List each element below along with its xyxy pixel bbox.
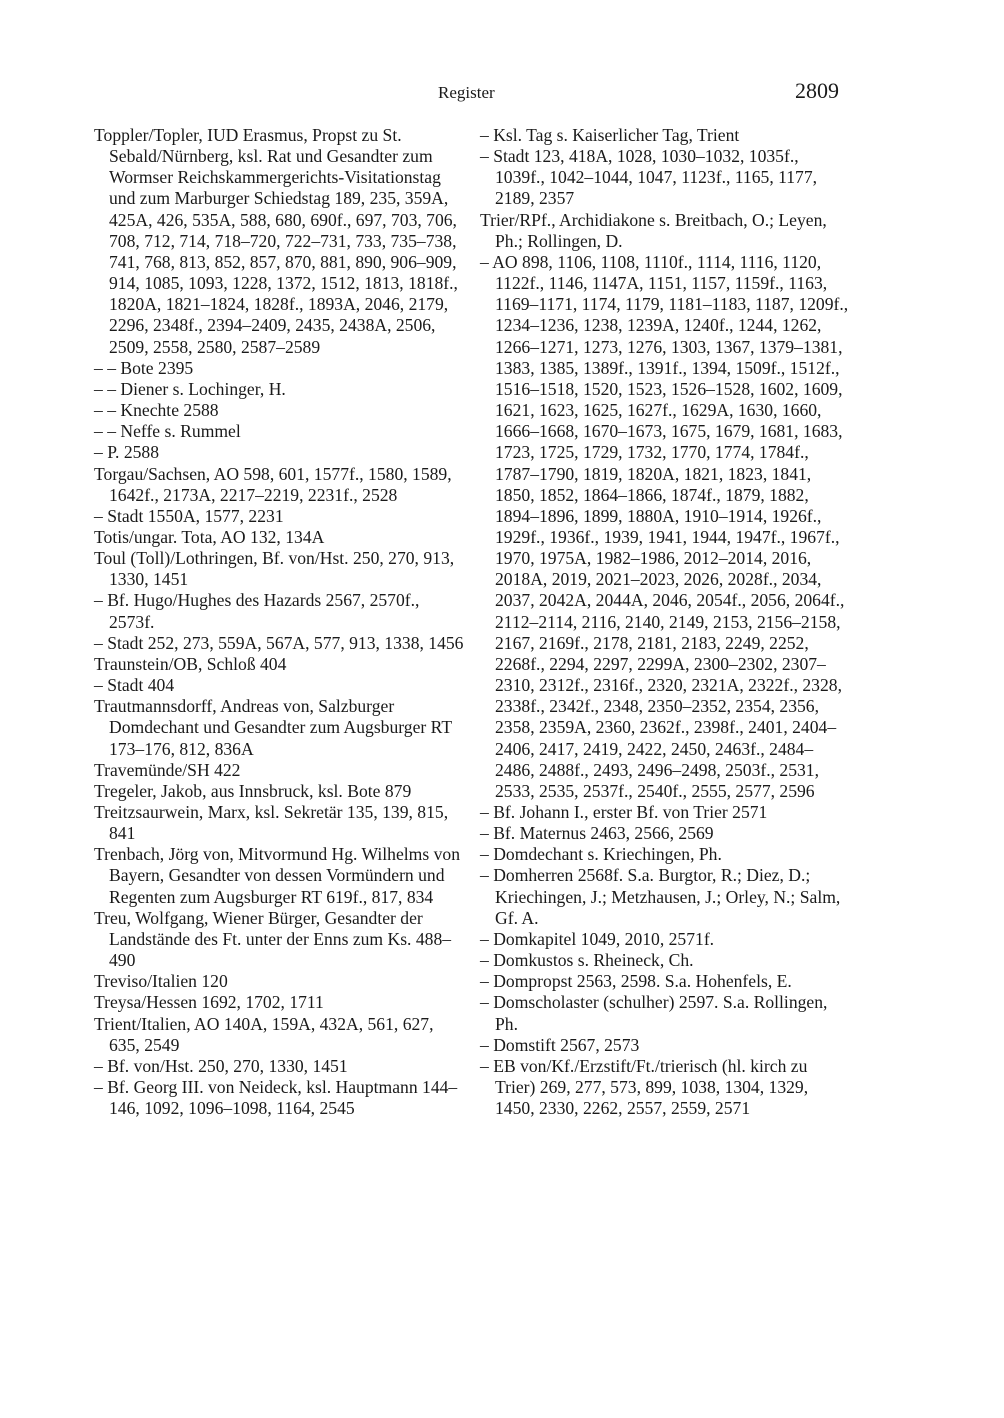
index-entry: – – Knechte 2588 [94,400,219,421]
page-number: 2809 [795,78,839,103]
index-entry: – Dompropst 2563, 2598. S.a. Hohenfels, E. [480,971,792,992]
index-entry: – Bf. Johann I., erster Bf. von Trier 2571 [480,802,768,822]
index-entry: Toppler/Topler, IUD Erasmus, Propst zu St. Sebald/Nürnberg, ksl. Rat und Gesandter zum Wormser Reichskammergerichts-Visitationstag und zum Marburger Schiedstag 189, 235, 359A, 425A, 426, 535A, 588, 680, 690f., 697, 703, 706, 708, 712, 714, 718–720, 722–731, 733, 735–738, 741, 768, 813, 852, 857, 870, 881, 890, 906–909, 914, 1085, 1093, 1228, 1372, 1512, 1813, 1818f., 1820A, 1821–1824, 1828f., 1893A, 2046, 2179, 2296, 2348f., 2394–2409, 2435, 2438A, 2506, 2509, 2558, 2580, 2587–2589 [94,125,458,357]
index-entry: Toul (Toll)/Lothringen, Bf. von/Hst. 250, 270, 913, 1330, 1451 [94,548,455,590]
index-entry: – Ksl. Tag s. Kaiserlicher Tag, Trient [480,125,740,145]
index-entry: Tregeler, Jakob, aus Innsbruck, ksl. Bote 879 [94,780,412,801]
index-entry: Treitzsaurwein, Marx, ksl. Sekretär 135, 139, 815, 841 [94,802,449,844]
index-column-right [480,125,850,1119]
index-entry: Traunstein/OB, Schloß 404 [94,653,287,674]
index-entry: Trenbach, Jörg von, Mitvormund Hg. Wilhelms von Bayern, Gesandter von dessen Vormündern und Regenten zum Augsburger RT 619f., 817, 834 [94,844,460,907]
index-entry: – – Neffe s. Rummel [94,421,241,442]
index-entry: Trautmannsdorff, Andreas von, Salzburger Domdechant und Gesandter zum Augsburger RT 173–176, 812, 836A [94,696,452,759]
index-entry: – EB von/Kf./Erzstift/Ft./trierisch (hl. kirch zu Trier) 269, 277, 573, 899, 1038, 1304, 1329, 1450, 2330, 2262, 2557, 2559, 2571 [480,1055,809,1119]
index-entry: – Bf. Maternus 2463, 2566, 2569 [480,823,714,844]
index-entry: – Domdechant s. Kriechingen, Ph. [480,844,722,865]
index-entry: Totis/ungar. Tota, AO 132, 134A [94,526,325,547]
index-entry: – Stadt 123, 418A, 1028, 1030–1032, 1035f., 1039f., 1042–1044, 1047, 1123f., 1165, 1177, 2189, 2357 [480,146,818,209]
index-entry: Torgau/Sachsen, AO 598, 601, 1577f., 1580, 1589, 1642f., 2173A, 2217–2219, 2231f., 2528 [94,463,452,505]
index-column-left [94,125,464,1119]
index-entry: – Domstift 2567, 2573 [480,1034,640,1055]
index-entry: – Bf. Georg III. von Neideck, ksl. Hauptmann 144–146, 1092, 1096–1098, 1164, 2545 [94,1077,458,1119]
index-entry: – P. 2588 [94,442,160,463]
index-entry: – Stadt 252, 273, 559A, 567A, 577, 913, 1338, 1456 [94,632,464,653]
index-entry: Treu, Wolfgang, Wiener Bürger, Gesandter der Landstände des Ft. unter der Enns zum Ks. 488–490 [94,907,452,971]
index-entry: – Stadt 1550A, 1577, 2231 [94,505,284,526]
index-entry: – Domherren 2568f. S.a. Burgtor, R.; Diez, D.; Kriechingen, J.; Metzhausen, J.; Orley, N.; Salm, Gf. A. [480,865,841,928]
index-entry: Trient/Italien, AO 140A, 159A, 432A, 561, 627, 635, 2549 [94,1013,434,1055]
index-entry: – – Bote 2395 [94,357,194,378]
index-entry: Treviso/Italien 120 [94,971,228,992]
index-entry: – Bf. Hugo/Hughes des Hazards 2567, 2570f., 2573f. [94,590,420,632]
index-entry: – Stadt 404 [94,675,175,696]
index-entry: – – Diener s. Lochinger, H. [94,378,286,399]
index-entry: Treysa/Hessen 1692, 1702, 1711 [94,992,324,1013]
index-entry: – Domscholaster (schulher) 2597. S.a. Rollingen, Ph. [480,992,828,1034]
index-entry: – AO 898, 1106, 1108, 1110f., 1114, 1116, 1120, 1122f., 1146, 1147A, 1151, 1157, 1159f., 1163, 1169–1171, 1174, 1179, 1181–1183, 1187, 1209f., 1234–1236, 1238, 1239A, 1240f., 1244, 1262, 1266–1271, 1273, 1276, 1303, 1367, 1379–1381, 1383, 1385, 1389f., 1391f., 1394, 1509f., 1512f., 1516–1518, 1520, 1523, 1526–1528, 1602, 1609, 1621, 1623, 1625, 1627f., 1629A, 1630, 1660, 1666–1668, 1670–1673, 1675, 1679, 1681, 1683, 1723, 1725, 1729, 1732, 1770, 1774, 1784f., 1787–1790, 1819, 1820A, 1821, 1823, 1841, 1850, 1852, 1864–1866, 1874f., 1879, 1882, 1894–1896, 1899, 1880A, 1910–1914, 1926f., 1929f., 1936f., 1939, 1941, 1944, 1947f., 1967f., 1970, 1975A, 1982–1986, 2012–2014, 2016, 2018A, 2019, 2021–2023, 2026, 2028f., 2034, 2037, 2042A, 2044A, 2046, 2054f., 2056, 2064f., 2112–2114, 2116, 2140, 2149, 2153, 2156–2158, 2167, 2169f., 2178, 2181, 2183, 2249, 2252, 2268f., 2294, 2297, 2299A, 2300–2302, 2307–2310, 2312f., 2316f., 2320, 2321A, 2322f., 2328, 2338f., 2342f., 2348, 2350–2352, 2354, 2356, 2358, 2359A, 2360, 2362f., 2398f., 2401, 2404–2406, 2417, 2419, 2422, 2450, 2463f., 2484–2486, 2488f., 2493, 2496–2498, 2503f., 2531, 2533, 2535, 2537f., 2540f., 2555, 2577, 2596 [480,251,849,801]
index-entry: Trier/RPf., Archidiakone s. Breitbach, O.; Leyen, Ph.; Rollingen, D. [480,209,827,251]
index-entry: – Domkustos s. Rheineck, Ch. [480,950,694,971]
index-entry: Travemünde/SH 422 [94,759,241,780]
index-entry: – Domkapitel 1049, 2010, 2571f. [480,928,715,949]
running-header: Register [438,83,495,102]
index-entry: – Bf. von/Hst. 250, 270, 1330, 1451 [94,1055,348,1076]
